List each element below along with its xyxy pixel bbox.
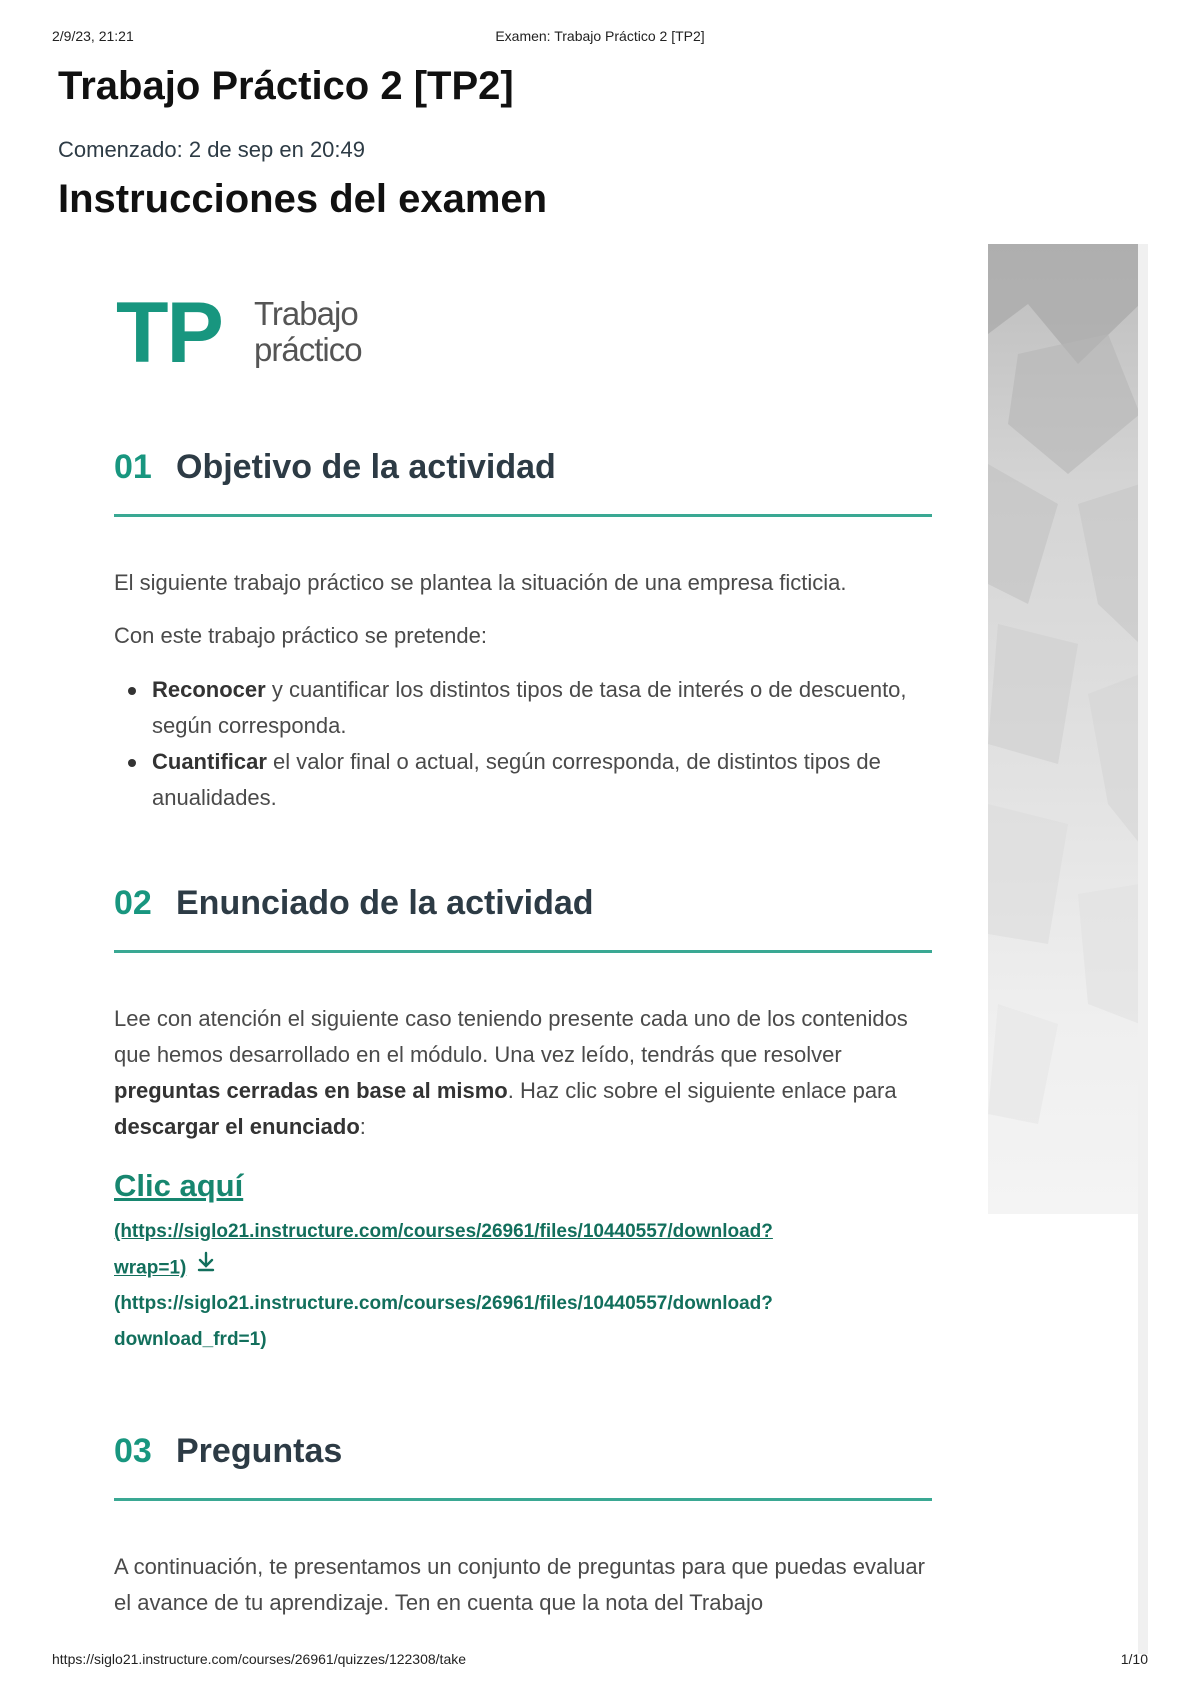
section-number: 03 [114,1432,152,1470]
section-enunciado-heading [114,884,932,954]
list-item [114,744,932,816]
objetivo-intro: El siguiente trabajo práctico se plantea la situación de una empresa ficticia. [114,570,847,595]
enunciado-text-a: Lee con atención el siguiente caso teniendo presente cada uno de los contenidos que hemos desarrollado en el módulo. Una vez leído, tendrás que resolver [114,1006,908,1067]
enunciado-text-e: : [359,1114,366,1139]
started-timestamp: Comenzado: 2 de sep en 20:49 [58,137,366,162]
enunciado-text [114,1001,932,1145]
list-item-strong: Reconocer [152,677,266,702]
tp-logo-letters: TP [116,285,222,381]
section-divider [114,950,932,953]
list-item-text: y cuantificar los distintos tipos de tasa de interés o de descuento, según corresponda. [152,677,907,738]
list-item-strong: Cuantificar [152,749,267,774]
section-preguntas-heading [114,1432,932,1502]
tp-logo-words [254,296,362,368]
enunciado-url-link-2[interactable] [114,1286,932,1358]
print-footer [52,1651,1148,1673]
print-doc-title: Examen: Trabajo Práctico 2 [TP2] [495,28,705,44]
tp-logo-word2: práctico [254,331,362,368]
enunciado-text-c: . Haz clic sobre el siguiente enlace para [507,1078,897,1103]
url-line-2b[interactable]: download_frd=1) [114,1329,267,1350]
preguntas-intro: A continuación, te presentamos un conjunto de preguntas para que puedas evaluar el avance de tu aprendizaje. Ten en cuenta que la nota del Trabajo [114,1554,925,1615]
enunciado-strong-1: preguntas cerradas en base al mismo [114,1078,508,1103]
objetivo-list [114,672,932,816]
list-item-text: el valor final o actual, según corresponda, de distintos tipos de anualidades. [152,749,881,810]
section-objetivo-heading [114,448,932,518]
page-title: Trabajo Práctico 2 [TP2] [58,64,514,108]
section-divider [114,1498,932,1501]
print-url: https://siglo21.instructure.com/courses/26961/quizzes/122308/take [52,1651,467,1667]
enunciado-url-link-1[interactable] [114,1214,932,1287]
page-scrollbar[interactable] [1138,244,1148,1654]
print-date: 2/9/23, 21:21 [52,28,134,44]
section-number: 02 [114,884,152,922]
section-number: 01 [114,448,152,486]
enunciado-strong-2: descargar el enunciado [114,1114,360,1139]
decorative-background-image [988,244,1140,1214]
url-line-2a[interactable]: (https://siglo21.instructure.com/courses/26961/files/10440557/download? [114,1293,773,1314]
clic-aqui-link[interactable]: Clic aquí [114,1168,244,1203]
section-title: Enunciado de la actividad [176,884,594,922]
section-title: Objetivo de la actividad [176,448,556,486]
objetivo-pretende: Con este trabajo práctico se pretende: [114,623,488,648]
section-divider [114,514,932,517]
section-title: Preguntas [176,1432,343,1470]
list-item [114,672,932,744]
page-number: 1/10 [1120,1651,1148,1667]
url-line-1b[interactable]: wrap=1) [114,1257,187,1279]
download-icon[interactable] [194,1250,218,1287]
instructions-heading: Instrucciones del examen [58,177,548,221]
tp-logo [116,285,416,381]
tp-logo-word1: Trabajo [254,295,358,332]
print-header [52,28,1148,50]
url-line-1a[interactable]: (https://siglo21.instructure.com/courses/26961/files/10440557/download? [114,1221,773,1242]
